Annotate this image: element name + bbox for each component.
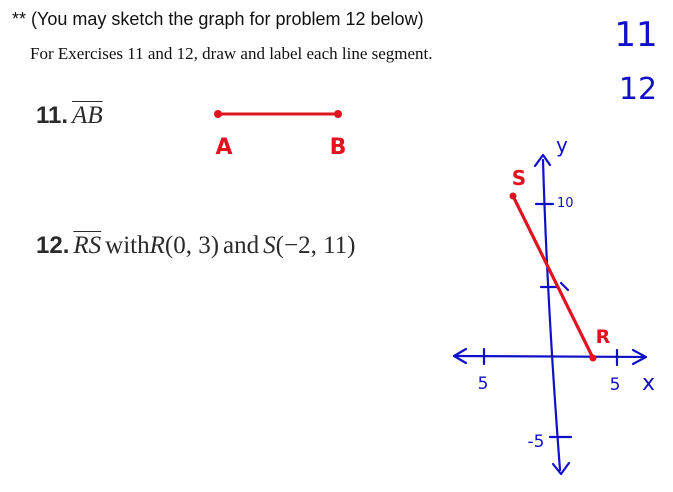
point-a-dot bbox=[214, 110, 222, 118]
y-axis-arrow-bottom bbox=[553, 463, 569, 474]
margin-number-11: 11 bbox=[614, 15, 658, 55]
segment-rs-line bbox=[513, 196, 593, 358]
label-point-b: B bbox=[329, 135, 347, 160]
exercise-instructions: For Exercises 11 and 12, draw and label each line segment. bbox=[30, 44, 433, 63]
problem-12-with: with bbox=[105, 232, 150, 259]
label-tick-x-neg5: 5 bbox=[477, 374, 489, 394]
problem-12-number: 12. bbox=[36, 232, 70, 259]
point-r-coords: (0, 3) bbox=[164, 232, 220, 259]
problem-12-segment: $\overline{RS}$ bbox=[73, 232, 102, 259]
problem-11-number: 11. bbox=[36, 102, 69, 129]
sketch-note: ** (You may sketch the graph for problem 12 below) bbox=[12, 9, 424, 29]
point-s-name: S bbox=[263, 232, 276, 259]
y-tick-5-mark bbox=[561, 283, 568, 290]
label-point-s: S bbox=[511, 166, 527, 190]
point-s-dot bbox=[510, 193, 517, 200]
label-point-r: R bbox=[595, 326, 611, 348]
point-r-dot bbox=[590, 355, 597, 362]
problem-11-segment: $\overline{AB}$ bbox=[72, 102, 103, 129]
point-b-dot bbox=[334, 110, 342, 118]
label-y-axis: y bbox=[556, 133, 568, 157]
label-point-a: A bbox=[215, 135, 233, 160]
label-tick-x-5: 5 bbox=[609, 375, 621, 395]
point-s-coords: (−2, 11) bbox=[275, 232, 356, 259]
margin-number-12: 12 bbox=[618, 72, 658, 107]
label-tick-y-neg5: -5 bbox=[527, 432, 545, 452]
label-x-axis: x bbox=[642, 371, 656, 396]
label-tick-10: 10 bbox=[557, 196, 574, 211]
point-r-name: R bbox=[149, 232, 165, 259]
problem-12-and: and bbox=[223, 232, 260, 259]
